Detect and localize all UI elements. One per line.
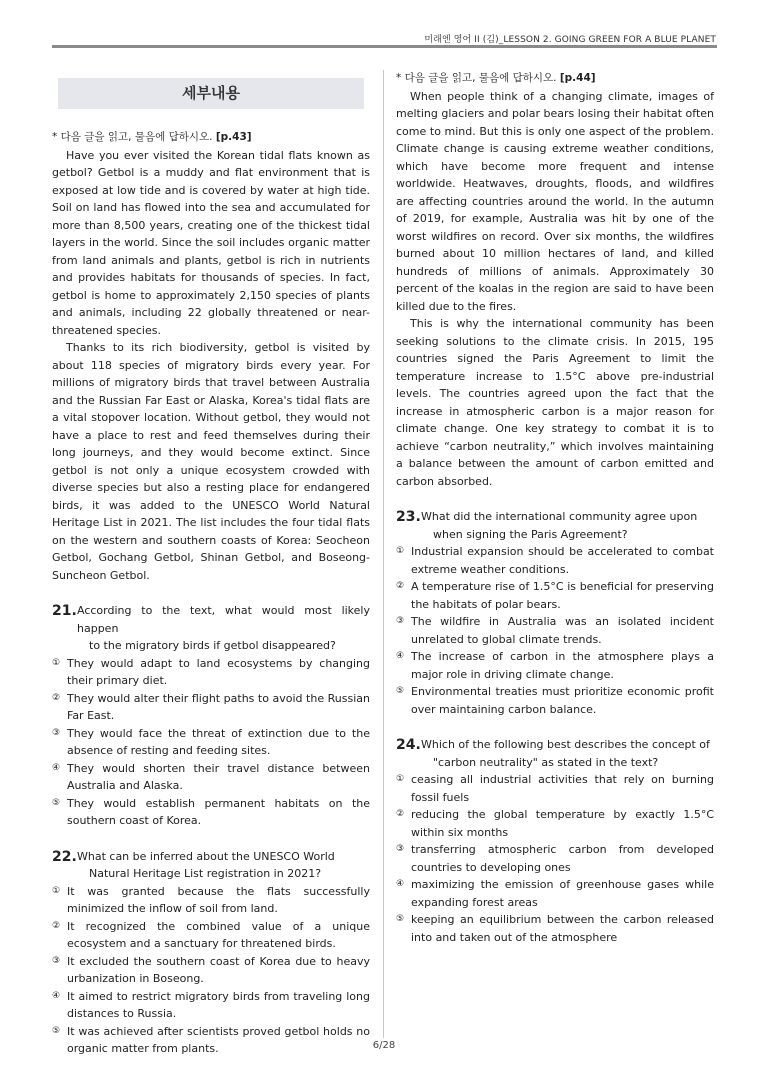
answer-option[interactable] bbox=[396, 841, 714, 876]
option-marker: ④ bbox=[396, 651, 405, 661]
instruction-text: * 다음 글을 읽고, 물음에 답하시오. bbox=[396, 72, 557, 84]
option-text: They would shorten their travel distance between Australia and Alaska. bbox=[67, 761, 370, 792]
option-text: It recognized the combined value of a unique ecosystem and a sanctuary for threatened birds. bbox=[67, 919, 370, 950]
option-text: It was achieved after scientists proved getbol holds no organic matter from plants. bbox=[67, 1024, 370, 1055]
option-marker: ① bbox=[52, 885, 61, 896]
passage-paragraph: When people think of a changing climate, images of melting glaciers and polar bears losing their habitat often come to mind. But this is only one aspect of the problem. Climate change is causing extreme weather conditions, which have become more frequent and intense worldwide. Heatwaves, droughts, floods, and wildfires are affecting countries around the world. In the autumn of 2019, for example, Australia was hit by one of the worst wildfires on record. Over six months, the wildfires burned about 10 million hectares of land, and killed hundreds of millions of animals. Approximately 30 percent of the koalas in the region are said to have been killed due to the fires. bbox=[396, 89, 714, 313]
question-22 bbox=[52, 848, 370, 883]
option-text: They would establish permanent habitats on the southern coast of Korea. bbox=[67, 796, 370, 827]
instruction-text: * 다음 글을 읽고, 물음에 답하시오. bbox=[52, 131, 213, 143]
answer-option[interactable] bbox=[52, 795, 370, 830]
answer-option[interactable] bbox=[52, 725, 370, 760]
question-stem bbox=[77, 848, 370, 883]
option-text: It excluded the southern coast of Korea due to heavy urbanization in Boseong. bbox=[67, 954, 370, 985]
question-stem-line: Which of the following best describes the concept of bbox=[421, 738, 710, 751]
options-22 bbox=[52, 883, 370, 1058]
option-marker: ⑤ bbox=[52, 1025, 61, 1036]
answer-option[interactable] bbox=[396, 806, 714, 841]
option-text: keeping an equilibrium between the carbon released into and taken out of the atmosphere bbox=[411, 913, 714, 944]
option-marker: ② bbox=[52, 920, 61, 931]
options-23 bbox=[396, 543, 714, 718]
question-stem-line: What can be inferred about the UNESCO World bbox=[77, 849, 335, 863]
option-text: Environmental treaties must prioritize economic profit over maintaining carbon balance. bbox=[411, 685, 714, 716]
question-stem bbox=[421, 736, 714, 771]
option-marker: ② bbox=[396, 581, 405, 591]
option-marker: ③ bbox=[396, 844, 405, 854]
question-number: 22. bbox=[52, 848, 77, 865]
answer-option[interactable] bbox=[52, 690, 370, 725]
question-24 bbox=[396, 736, 714, 771]
answer-option[interactable] bbox=[396, 613, 714, 648]
options-21 bbox=[52, 655, 370, 830]
page-reference: [p.44] bbox=[559, 72, 596, 84]
option-text: They would adapt to land ecosystems by changing their primary diet. bbox=[67, 656, 370, 687]
option-text: transferring atmospheric carbon from developed countries to developing ones bbox=[411, 843, 714, 874]
question-21 bbox=[52, 602, 370, 655]
answer-option[interactable] bbox=[396, 543, 714, 578]
option-marker: ④ bbox=[396, 879, 405, 889]
answer-option[interactable] bbox=[396, 683, 714, 718]
question-stem bbox=[77, 602, 370, 655]
option-marker: ① bbox=[396, 774, 405, 784]
option-text: maximizing the emission of greenhouse gases while expanding forest areas bbox=[411, 878, 714, 909]
option-marker: ③ bbox=[52, 727, 61, 738]
passage-paragraph: This is why the international community has been seeking solutions to the climate crisis. In 2015, 195 countries signed the Paris Agreement to limit the temperature increase to 1.5°C above pre-industrial levels. The countries agreed upon the fact that the increase in atmospheric carbon is a major reason for climate change. One key strategy to combat it is to achieve “carbon neutrality,” which involves maintaining a balance between the amount of carbon emitted and carbon absorbed. bbox=[396, 317, 714, 488]
question-stem-line: According to the text, what would most likely happen bbox=[77, 604, 370, 635]
option-text: ceasing all industrial activities that rely on burning fossil fuels bbox=[411, 773, 714, 804]
instruction-right bbox=[396, 70, 714, 88]
option-marker: ① bbox=[396, 546, 405, 556]
answer-option[interactable] bbox=[52, 655, 370, 690]
column-divider bbox=[383, 70, 384, 1038]
answer-option[interactable] bbox=[52, 760, 370, 795]
passage-paragraph: Have you ever visited the Korean tidal flats known as getbol? Getbol is a muddy and flat environment that is exposed at low tide and is covered by water at high tide. Soil on land has flowed into the sea and accumulated for more than 8,500 years, creating one of the thickest tidal layers in the world. Since the soil includes organic matter from land animals and plants, getbol is rich in nutrients and provides habitats for thousands of species. In fact, getbol is home to approximately 2,150 species of plants and animals, including 22 globally threatened or near-threatened species. bbox=[52, 148, 370, 337]
option-text: The wildfire in Australia was an isolated incident unrelated to global climate trends. bbox=[411, 615, 714, 646]
question-number: 21. bbox=[52, 603, 77, 619]
answer-option[interactable] bbox=[396, 771, 714, 806]
question-stem-line: when signing the Paris Agreement? bbox=[433, 527, 628, 541]
option-text: It was granted because the flats successfully minimized the inflow of soil from land. bbox=[67, 884, 370, 915]
left-column bbox=[52, 70, 370, 1058]
option-marker: ⑤ bbox=[52, 797, 61, 808]
passage-paragraph: Thanks to its rich biodiversity, getbol is visited by about 118 species of migratory birds every year. For millions of migratory birds that travel between Australia and the Russian Far East or Alaska, Korea's tidal flats are a vital stopover location. Without getbol, they would not have a place to rest and feed themselves during their long journeys, and they would become extinct. Since getbol is not only a unique ecosystem crowded with diverse species but also a resting place for endangered birds, it was added to the UNESCO World Natural Heritage List in 2021. The list includes the four tidal flats on the western and southern coasts of Korea: Seocheon Getbol, Gochang Getbol, Shinan Getbol, and Boseong-Suncheon Getbol. bbox=[52, 341, 370, 582]
option-text: Industrial expansion should be accelerated to combat extreme weather conditions. bbox=[411, 545, 714, 576]
option-marker: ④ bbox=[52, 990, 61, 1001]
options-24 bbox=[396, 771, 714, 946]
right-column bbox=[396, 70, 714, 946]
question-stem-line: "carbon neutrality" as stated in the text? bbox=[433, 755, 659, 769]
answer-option[interactable] bbox=[52, 988, 370, 1023]
option-text: It aimed to restrict migratory birds from traveling long distances to Russia. bbox=[67, 989, 370, 1020]
answer-option[interactable] bbox=[52, 953, 370, 988]
answer-option[interactable] bbox=[52, 918, 370, 953]
header-title: 미래엔 영어 II (김)_LESSON 2. GOING GREEN FOR A BLUE PLANET bbox=[424, 35, 716, 45]
question-23 bbox=[396, 508, 714, 543]
instruction-left bbox=[52, 129, 370, 147]
answer-option[interactable] bbox=[396, 876, 714, 911]
question-stem-line: What did the international community agree upon bbox=[421, 510, 698, 523]
option-marker: ③ bbox=[396, 616, 405, 626]
answer-option[interactable] bbox=[396, 578, 714, 613]
option-marker: ③ bbox=[52, 955, 61, 966]
option-text: They would face the threat of extinction due to the absence of resting and feeding sites. bbox=[67, 726, 370, 757]
header-rule bbox=[52, 45, 717, 48]
question-number: 24. bbox=[396, 737, 421, 753]
question-number: 23. bbox=[396, 509, 421, 525]
question-stem-line: to the migratory birds if getbol disappeared? bbox=[89, 639, 336, 652]
page-number: 6/28 bbox=[372, 1040, 396, 1051]
question-stem-line: Natural Heritage List registration in 2021? bbox=[89, 867, 322, 880]
option-text: A temperature rise of 1.5°C is beneficial for preserving the habitats of polar bears. bbox=[411, 580, 714, 611]
question-stem bbox=[421, 508, 714, 543]
option-marker: ① bbox=[52, 657, 61, 668]
section-title: 세부내용 bbox=[58, 78, 364, 109]
option-marker: ② bbox=[396, 809, 405, 819]
option-text: They would alter their flight paths to avoid the Russian Far East. bbox=[67, 691, 370, 722]
option-text: reducing the global temperature by exactly 1.5°C within six months bbox=[411, 808, 714, 839]
answer-option[interactable] bbox=[52, 883, 370, 918]
answer-option[interactable] bbox=[396, 648, 714, 683]
option-marker: ⑤ bbox=[396, 914, 405, 924]
option-text: The increase of carbon in the atmosphere plays a major role in driving climate change. bbox=[411, 650, 714, 681]
option-marker: ④ bbox=[52, 762, 61, 773]
option-marker: ⑤ bbox=[396, 686, 405, 696]
answer-option[interactable] bbox=[396, 911, 714, 946]
option-marker: ② bbox=[52, 692, 61, 703]
page-reference: [p.43] bbox=[215, 131, 252, 143]
